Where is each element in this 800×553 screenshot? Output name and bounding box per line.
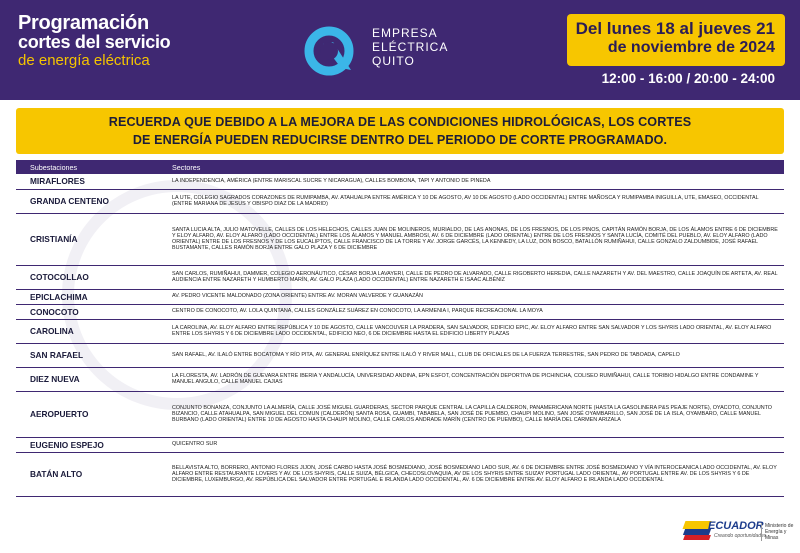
sector-list: LA CAROLINA, AV. ELOY ALFARO ENTRE REPÚBLICA Y 10 DE AGOSTO, CALLE VANCOUVER LA PRADERA, SAN SALVADOR, EDIFICIO EPIC, AV. ELOY ALFARO ENTRE SAN SALVADOR Y LOS SHYRIS LADO ORIENTAL, AV. ELOY ALFARO ENTRE LOS SHYRIS Y 6 DE DICIEMBRE LADO OCCIDENTAL, EDIFICIO NEO, 6 DE DICIEMBRE HASTA EL EDIFICIO LIBERTY PLAZAS [164,319,784,343]
table-row [16,265,784,289]
company-line-3: QUITO [372,54,415,68]
substation-name: BATÁN ALTO [16,452,164,496]
notice-line-2: DE ENERGÍA PUEDEN REDUCIRSE DENTRO DEL PERIODO DE CORTE PROGRAMADO. [132,133,668,147]
empresa-electrica-quito-logo-icon [303,24,359,80]
notice-line-1: RECUERDA QUE DEBIDO A LA MEJORA DE LAS CONDICIONES HIDROLÓGICAS, LOS CORTES [108,115,692,129]
page-title [18,14,218,70]
substation-name: CAROLINA [16,319,164,343]
column-header-substations: Subestaciones [16,160,164,174]
substation-name: COTOCOLLAO [16,265,164,289]
date-line-1: Del lunes 18 al jueves 21 [575,19,775,38]
substation-name: EUGENIO ESPEJO [16,437,164,452]
title-line-1: Programación [18,12,149,34]
ministry-name: Ministerio de Energía y Minas [761,523,797,541]
table-row [16,391,784,437]
ecuador-tagline: Creando oportunidades [714,533,767,539]
table-row [16,367,784,391]
table-row [16,213,784,265]
date-line-2: de noviembre de 2024 [607,39,775,56]
table-row [16,189,784,213]
substation-name: EPICLACHIMA [16,289,164,304]
substation-name: MIRAFLORES [16,174,164,189]
company-line-1: EMPRESA [372,26,438,40]
table-row [16,452,784,496]
sector-list: LA FLORESTA, AV. LADRÓN DE GUEVARA ENTRE IBERIA Y ANDALUCÍA, UNIVERSIDAD ANDINA, EPN ESFOT, CONCENTRACIÓN DEPORTIVA DE PICHINCHA, COLISEO RUMIÑAHUI, CALLE TORIBIO HIDALGO ENTRE CONDAMINE Y MANUEL ANGULO, CALLE MANUEL CAJIAS [164,367,784,391]
table-row [16,319,784,343]
title-line-3: de energía eléctrica [18,52,150,69]
substation-name: DIEZ NUEVA [16,367,164,391]
substation-name: AEROPUERTO [16,391,164,437]
sector-list: QUICENTRO SUR [164,437,784,452]
substation-name: SAN RAFAEL [16,343,164,367]
substation-name: GRANDA CENTENO [16,189,164,213]
ecuador-flag-icon [684,521,710,541]
date-range-box [567,14,785,66]
substation-name: CONOCOTO [16,304,164,319]
column-header-sectors: Sectores [164,160,784,174]
table-row [16,174,784,189]
table-row [16,343,784,367]
company-name [372,26,448,68]
sector-list: CONJUNTO BONANZA, CONJUNTO LA ALMERÍA, CALLE JOSÉ MIGUEL GUARDERAS, SECTOR PARQUE CENTRAL LA CAPILLA CALDERON, PANAMERICANA NORTE (HASTA LA GASOLINERA P&S PEAJE NORTE), OYACOTO, CONJUNTO BIZANCIO, CALLE ATAHUALPA, SAN MIGUEL DEL COMUN (CALDERÓN) SANTA ROSA, GUAMBI, TABABELA, SAN JOSÉ DE PUEMBO, CHAUPI MOLINO, SAN JOSÉ OYAMBARILLO, SAN JOSÉ DE LA ISLA, OYAMBARO, CALLE MANUEL BURBANO (LADO ORIENTAL) ENTRE 10 DE AGOSTO HASTA CHAUPI MOLINO, CALLE CARLOS ANDRADE MARÍN (CENTRO DE PUEMBO), CALLE MARÍA DEL CARMEN ARIZALA [164,391,784,437]
sector-list: LA UTE, COLEGIO SAGRADOS CORAZONES DE RUMIPAMBA, AV. ATAHUALPA ENTRE AMÉRICA Y 10 DE AGOSTO, AV 10 DE AGOSTO (LADO OCCIDENTAL) ENTRE MAÑOSCA Y RUMIPAMBA INIGUILLA, UTE, EMASEO, OCCIDENTAL (ENTRE MARIANA DE JESUS Y OBISPO DIAZ DE LA MADRID) [164,189,784,213]
company-line-2: ELÉCTRICA [372,40,449,54]
substation-name: CRISTIANÍA [16,213,164,265]
table-row [16,304,784,319]
table-row [16,437,784,452]
sector-list: LA INDEPENDENCIA, AMÉRICA (ENTRE MARISCAL SUCRE Y NICARAGUA), CALLES BOMBONA, TAPI Y ANTONIO DE PINEDA [164,174,784,189]
ecuador-government-logo [684,519,794,547]
sector-list: SAN RAFAEL, AV. ILALÓ ENTRE BOCATOMA Y RÍO PITA, AV. GENERAL ENRÍQUEZ ENTRE ILALÓ Y RIVER MALL, CLUB DE OFICIALES DE LA FUERZA TERRESTRE, SAN PEDRO DE TABOADA, CAPELO [164,343,784,367]
sector-list: SAN CARLOS, RUMIÑAHUI, DAMMER, COLEGIO AERONÁUTICO, CÉSAR BORJA LAVAYERI, CALLE DE PEDRO DE ALVARADO, CALLE RIGOBERTO HEREDIA, CALLE NAZARETH Y AV. DEL MAESTRO, CALLE JOAQUÍN DE ARTETA, AV. REAL AUDIENCIA ENTRE NAZARETH Y HUMBERTO MARÍN, AV. GALO PLAZA (LADO OCCIDENTAL) ENTRE NAZARETH E ISAAC ALBÉNIZ [164,265,784,289]
ecuador-brand: ECUADOR [708,520,764,532]
outage-hours: 12:00 - 16:00 / 20:00 - 24:00 [601,71,775,86]
table-header-row [16,160,784,174]
header-banner [0,0,800,100]
sector-list: AV. PEDRO VICENTE MALDONADO (ZONA ORIENTE) ENTRE AV. MORAN VALVERDE Y GUANAZÁN [164,289,784,304]
sector-list: SANTA LUCIA ALTA, JULIO MATOVELLE, CALLES DE LOS HELECHOS, CALLES JUAN DE MOLINEROS, MURIALDO, DE LAS ANONAS, DE LOS FRESNOS, DE LOS PINOS, CAPITÁN RAMÓN BORJA, DE LOS ÁLAMOS ENTRE 6 DE DICIEMBRE Y ELOY ALFARO, AV. ELOY ALFARO (LADO OCCIDENTAL) ENTRE LOS ÁLAMOS Y MANUEL AMBROSI, AV. 6 DE DICIEMBRE (LADO ORIENTAL) ENTRE DE LOS FRESNOS Y SANTA LUCÍA, COMITÉ DEL PUEBLO, AV. ELOY ALFARO (LADO ORIENTAL) ENTRE DE LOS FRESNOS Y DE LOS EUCALIPTOS, CALLE FRANCISCO DE LA TORRE Y AV. JORGE GARCÉS, LA KENNEDY, LA LUZ, DON BOSCO, BATALLÓN RUMIÑAHUI, CALLE GONZALO ZALDUMBIDE, JOSÉ RAFAEL BUSTAMANTE, CALLES RAMÓN BORJA ENTRE GALO PLAZA Y 6 DE DICIEMBRE [164,213,784,265]
table-row [16,289,784,304]
sector-list: BELLAVISTA ALTO, BORRERO, ANTONIO FLORES JIJON, JOSÉ CARBO HASTA JOSÉ BOSMEDIANO, JOSÉ BOSMEDIANO LADO SUR, AV. 6 DE DICIEMBRE ENTRE JOSÉ BOSMEDIANO Y VÍA INTEROCEANICA LADO OCCIDENTAL, AV. ELOY ALFARO ENTRE RESTAURANTE LOVERS Y AV. DE LOS SHYRIS, CALLE SUIZA, BÉLGICA, CHECOSLOVAQUIA, AV DE LOS SHYRIS ENTRE SUIZAY PORTUGAL LADO ORIENTAL, AV PORTUGAL ENTRE AV. DE LOS SHYRIS Y 6 DE DICIEMBRE, LUXEMBURGO, AV. REPÚBLICA DEL SALVADOR ENTRE PORTUGAL E IRLANDA LADO OCCIDENTAL, AV. 6 DE DICIEMBRE ENTRE AV. ELOY ALFARO E IRLANDA LADO OCCIDENTAL [164,452,784,496]
title-line-2: cortes del servicio [18,32,171,52]
notice-banner [16,108,784,154]
outage-table [16,160,784,497]
sector-list: CENTRO DE CONOCOTO, AV. LOLA QUINTANA, CALLES GONZÁLEZ SUÁREZ EN CONOCOTO, LA ARMENIA I, PARQUE RECREACIONAL LA MOYA [164,304,784,319]
